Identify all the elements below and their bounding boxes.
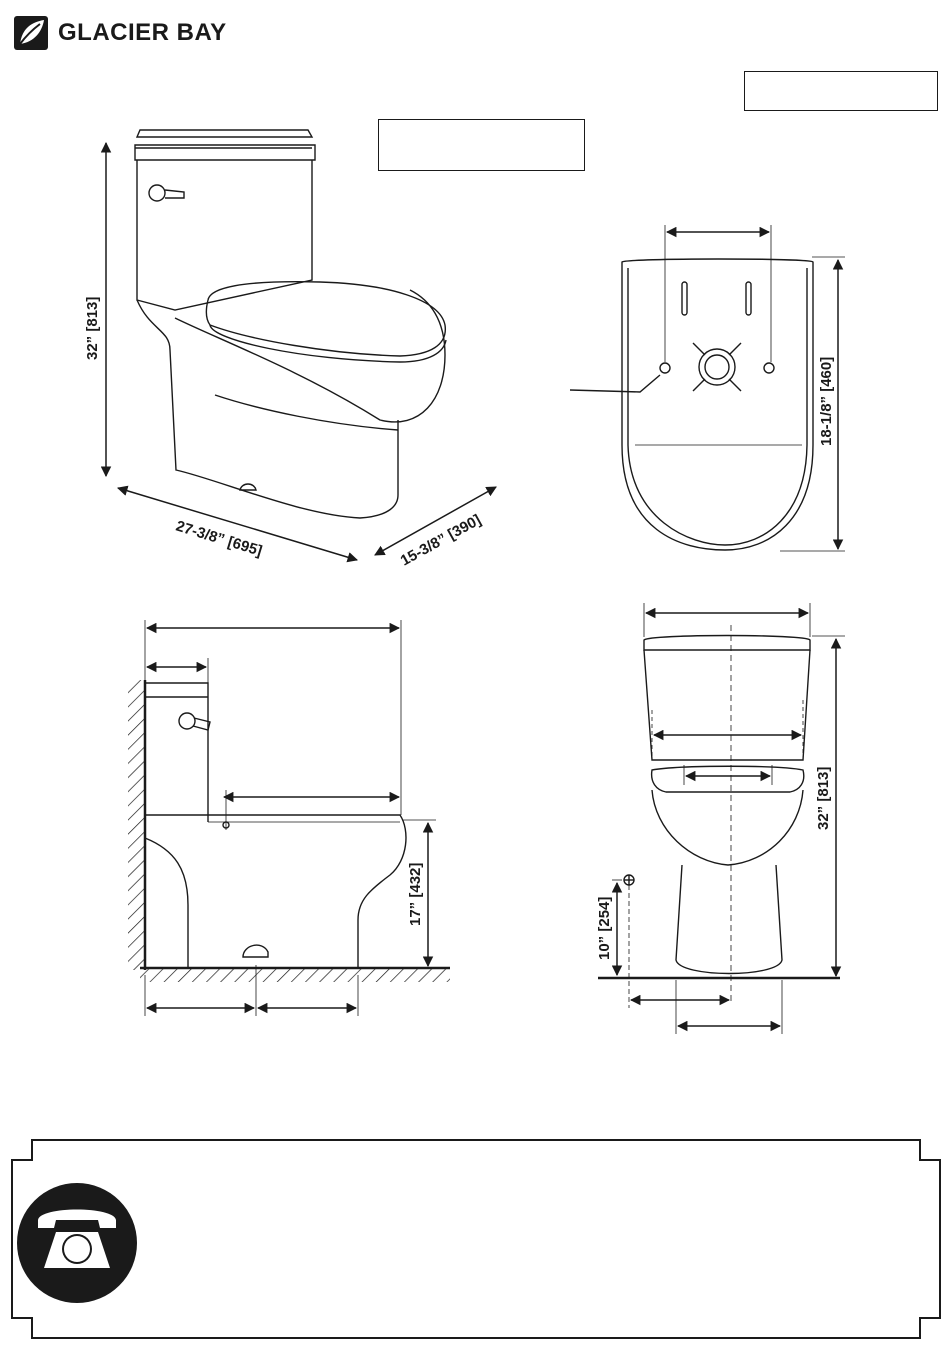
side-seat-height-label: 17” [432] — [407, 862, 424, 926]
isometric-dimension-lines — [106, 143, 496, 560]
iso-width-label: 15-3/8” [390] — [397, 511, 484, 570]
iso-height-label: 32” [813] — [84, 296, 101, 360]
side-view — [128, 680, 450, 982]
top-view — [570, 259, 813, 550]
brand-name: GLACIER BAY — [58, 19, 227, 46]
front-view — [598, 625, 840, 1005]
top-depth-label: 18-1/8” [460] — [818, 356, 835, 446]
isometric-view — [135, 130, 446, 518]
front-rough-in-label: 10” [254] — [596, 896, 613, 960]
customer-service-panel — [10, 1136, 942, 1342]
front-view-dimension-lines — [612, 603, 845, 1034]
front-height-label: 32” [813] — [815, 766, 832, 830]
telephone-icon — [17, 1183, 137, 1303]
iso-length-label: 27-3/8” [695] — [173, 517, 265, 560]
